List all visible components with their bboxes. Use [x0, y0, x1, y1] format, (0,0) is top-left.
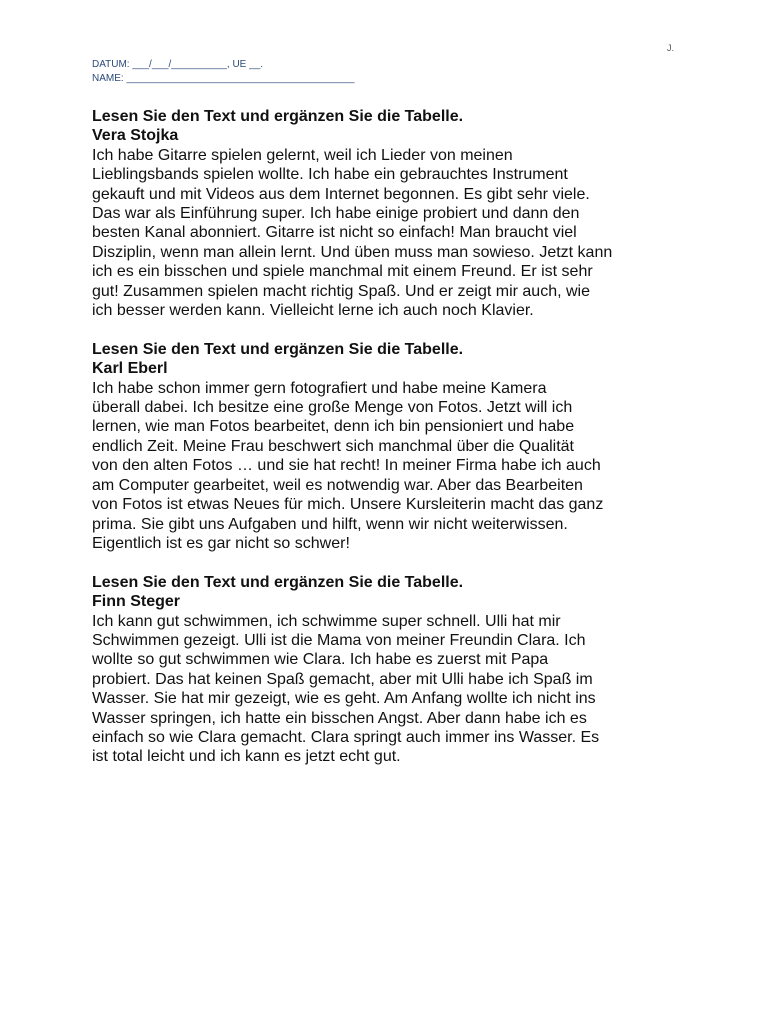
text-line: am Computer gearbeitet, weil es notwendig war. Aber das Bearbeiten [92, 476, 583, 494]
text-line: gekauft und mit Videos aus dem Internet begonnen. Es gibt sehr viele. [92, 185, 590, 203]
text-line: endlich Zeit. Meine Frau beschwert sich manchmal über die Qualität [92, 437, 574, 455]
section-vera-stojka [92, 107, 692, 320]
text-body [92, 379, 692, 554]
text-body [92, 612, 692, 767]
task-instruction: Lesen Sie den Text und ergänzen Sie die Tabelle. [92, 573, 464, 591]
person-name: Karl Eberl [92, 360, 168, 378]
task-instruction: Lesen Sie den Text und ergänzen Sie die Tabelle. [92, 108, 464, 125]
text-line: Schwimmen gezeigt. Ulli ist die Mama von meiner Freundin Clara. Ich [92, 631, 586, 649]
text-line: probiert. Das hat keinen Spaß gemacht, aber mit Ulli habe ich Spaß im [92, 670, 593, 688]
text-line: Wasser. Sie hat mir gezeigt, wie es geht. Am Anfang wollte ich nicht ins [92, 690, 596, 708]
name-line: NAME: _________________________________________ [92, 73, 355, 84]
section-karl-eberl [92, 340, 692, 553]
text-line: ist total leicht und ich kann es jetzt echt gut. [92, 748, 401, 766]
text-line: prima. Sie gibt uns Aufgaben und hilft, wenn wir nicht weiterwissen. [92, 515, 568, 533]
text-line: Das war als Einführung super. Ich habe einige probiert und dann den [92, 205, 580, 223]
worksheet-header [92, 58, 354, 86]
text-line: Ich kann gut schwimmen, ich schwimme super schnell. Ulli hat mir [92, 612, 561, 630]
text-line: Lieblingsbands spielen wollte. Ich habe ein gebrauchtes Instrument [92, 166, 568, 184]
text-line: Eigentlich ist es gar nicht so schwer! [92, 534, 350, 552]
text-line: einfach so wie Clara gemacht. Clara springt auch immer ins Wasser. Es [92, 728, 600, 746]
task-instruction: Lesen Sie den Text und ergänzen Sie die Tabelle. [92, 340, 464, 358]
date-line: DATUM: ___/___/__________, UE __. [92, 59, 264, 70]
text-line: gut! Zusammen spielen macht richtig Spaß. Und er zeigt mir auch, wie [92, 282, 590, 300]
worksheet-content [92, 107, 692, 786]
text-line: von den alten Fotos … und sie hat recht! In meiner Firma habe ich auch [92, 457, 601, 475]
text-line: lernen, wie man Fotos bearbeitet, denn ich bin pensioniert und habe [92, 418, 575, 436]
person-name: Finn Steger [92, 593, 181, 611]
text-line: Ich habe Gitarre spielen gelernt, weil ich Lieder von meinen [92, 146, 513, 164]
text-line: überall dabei. Ich besitze eine große Menge von Fotos. Jetzt will ich [92, 399, 573, 417]
text-line: von Fotos ist etwas Neues für mich. Unsere Kursleiterin macht das ganz [92, 496, 604, 514]
text-line: Wasser springen, ich hatte ein bisschen Angst. Aber dann habe ich es [92, 709, 587, 727]
text-line: ich besser werden kann. Vielleicht lerne ich auch noch Klavier. [92, 302, 534, 320]
section-finn-steger [92, 573, 692, 767]
text-line: ich es ein bisschen und spiele manchmal mit einem Freund. Er ist sehr [92, 263, 593, 281]
text-line: besten Kanal abonniert. Gitarre ist nicht so einfach! Man braucht viel [92, 224, 577, 242]
text-line: Disziplin, wenn man allein lernt. Und üben muss man sowieso. Jetzt kann [92, 243, 613, 261]
text-body [92, 146, 692, 321]
text-line: Ich habe schon immer gern fotografiert und habe meine Kamera [92, 379, 547, 397]
text-line: wollte so gut schwimmen wie Clara. Ich habe es zuerst mit Papa [92, 651, 549, 669]
person-name: Vera Stojka [92, 127, 179, 145]
corner-mark: J. [667, 43, 675, 53]
